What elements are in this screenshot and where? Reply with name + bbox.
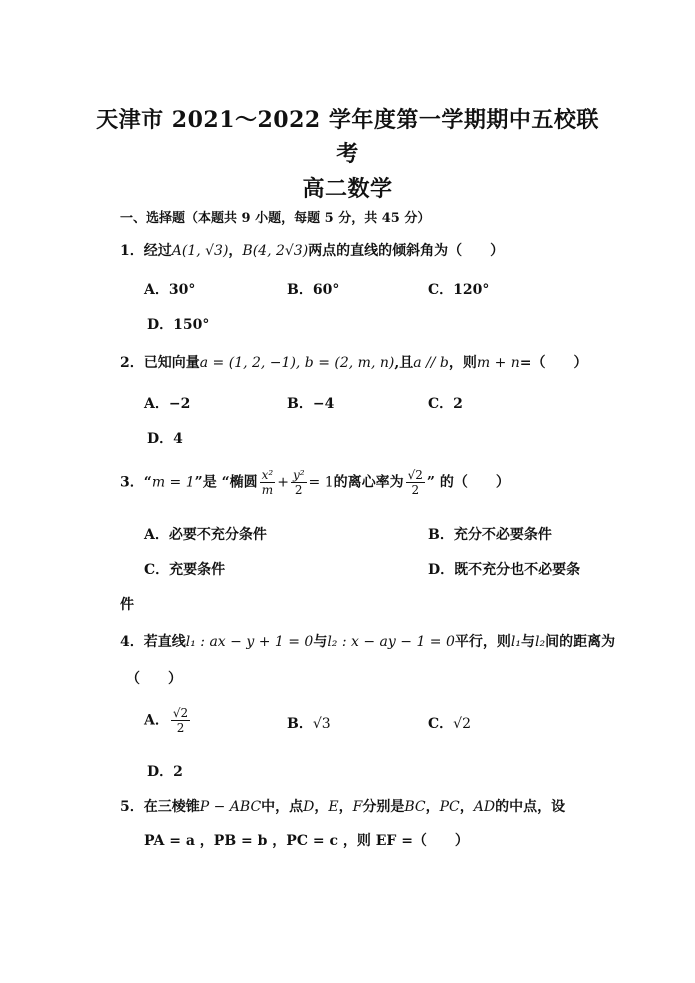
section-heading: 一、选择题（本题共 9 小题，每题 5 分，共 45 分） [120,211,431,226]
option-label: C． [428,716,454,732]
option-value: √2 [453,716,471,732]
fraction-num: √2 [407,468,423,482]
q1-option-a: A．30° [144,282,196,298]
question-text: 经过 [143,243,172,259]
separator: ， [338,799,353,815]
line-l2: l₂ : x − ay − 1 = 0 [327,634,455,650]
option-label: B． [287,716,313,732]
option-label: A． [144,712,169,729]
line-l1-symbol: l₁ [510,634,521,650]
fraction-den: 2 [411,483,420,497]
question-text-post: ，则 [448,355,477,371]
q4-option-a [144,706,192,735]
point-b: B(4, 2√3) [242,243,309,259]
sum-expression: m + n [476,355,520,371]
question-4 [120,631,615,651]
q2-option-d: D．4 [147,431,183,447]
open-quote: “ [143,474,152,491]
q1-option-d: D．150° [147,317,210,333]
question-text-tail: =（ ） [519,355,588,371]
question-text-mid: 的离心率为 [333,474,404,491]
q2-option-c: C．2 [428,396,463,412]
point-e: E [328,799,339,815]
question-number: 3． [120,474,144,491]
conjunction: 与 [521,634,535,650]
exam-title-line1: 天津市 2021～2022 学年度第一学期期中五校联 [96,107,599,133]
vector-expression: a = (1, 2, −1), b = (2, m, n) [199,355,395,371]
q4-option-b [287,713,331,733]
question-text-mid: ,且 [394,355,414,371]
point-a: A(1, √3) [171,243,229,259]
point-d: D [303,799,315,815]
question-text-tail: ” 的（ ） [426,474,510,491]
segment-bc: BC [404,799,426,815]
eccentricity-fraction [406,468,425,497]
fraction-num: y² [292,468,305,482]
question-text-tail: 间的距离为 [545,634,616,650]
q1-option-b: B．60° [287,282,340,298]
parallel-condition: a // b [413,355,449,371]
fraction-den: 2 [294,483,303,497]
question-3: 3．“m = 1”是 “椭圆 $\frac{\text{x²}}{m}$ + $\frac{\text{y²}}{2}$ = 1的离心率为 $\frac{√2}{2}$ ” 的（ ） [120,468,510,497]
option-fraction [171,706,190,735]
q4-answer-paren: （ ） [126,671,182,687]
fraction-y [291,468,307,497]
question-text: ”是 “椭圆 [194,474,258,491]
equation-rhs: = 1 [308,474,334,491]
q1-option-c: C．120° [428,282,490,298]
option-value: √3 [312,716,331,732]
q2-option-b: B．−4 [287,396,335,412]
fraction-num: x² [261,468,274,482]
separator: ， [459,799,474,815]
segment-pc: PC [439,799,460,815]
question-text-tail: 两点的直线的倾斜角为（ ） [308,243,505,259]
question-number: 1． [120,243,144,259]
condition: m = 1 [151,474,195,491]
fraction-den: m [261,483,274,497]
exam-subject: 高二数学 [302,176,393,202]
q3-option-a: A．必要不充分条件 [144,527,267,543]
q3-option-d-overflow: 件 [120,597,134,613]
separator: ， [314,799,329,815]
fraction-x [260,468,276,497]
question-number: 5． [120,799,144,815]
q3-option-d: D．既不充分也不必要条 [428,562,581,578]
pyramid-name: P − ABC [199,799,262,815]
separator: ， [228,243,243,259]
q2-option-a: A．−2 [144,396,191,412]
question-text: 若直线 [143,634,186,650]
fraction-num: √2 [172,706,189,720]
fraction-den: 2 [176,721,185,735]
question-text-tail: 的中点，设 [495,799,566,815]
q4-option-c [428,713,471,733]
question-text-post: 平行，则 [454,634,511,650]
separator: ， [425,799,440,815]
question-text-mid2: 分别是 [362,799,405,815]
q3-option-c: C．充要条件 [144,562,226,578]
segment-ad: AD [473,799,496,815]
point-f: F [352,799,363,815]
question-text: 已知向量 [143,355,200,371]
question-5 [120,796,565,816]
question-5-line2: PA = a ，PB = b ，PC = c ，则 EF =（ ） [144,833,469,849]
conjunction: 与 [313,634,328,650]
question-number: 2． [120,355,144,371]
question-text: 在三棱锥 [143,799,200,815]
q4-option-d: D．2 [147,764,183,780]
question-2 [120,352,588,372]
question-text-mid: 中，点 [261,799,304,815]
line-l1: l₁ : ax − y + 1 = 0 [185,634,314,650]
line-l2-symbol: l₂ [535,634,546,650]
question-1 [120,240,504,260]
question-number: 4． [120,634,144,650]
exam-title-line2: 考 [336,141,359,167]
q3-option-b: B．充分不必要条件 [428,527,552,543]
